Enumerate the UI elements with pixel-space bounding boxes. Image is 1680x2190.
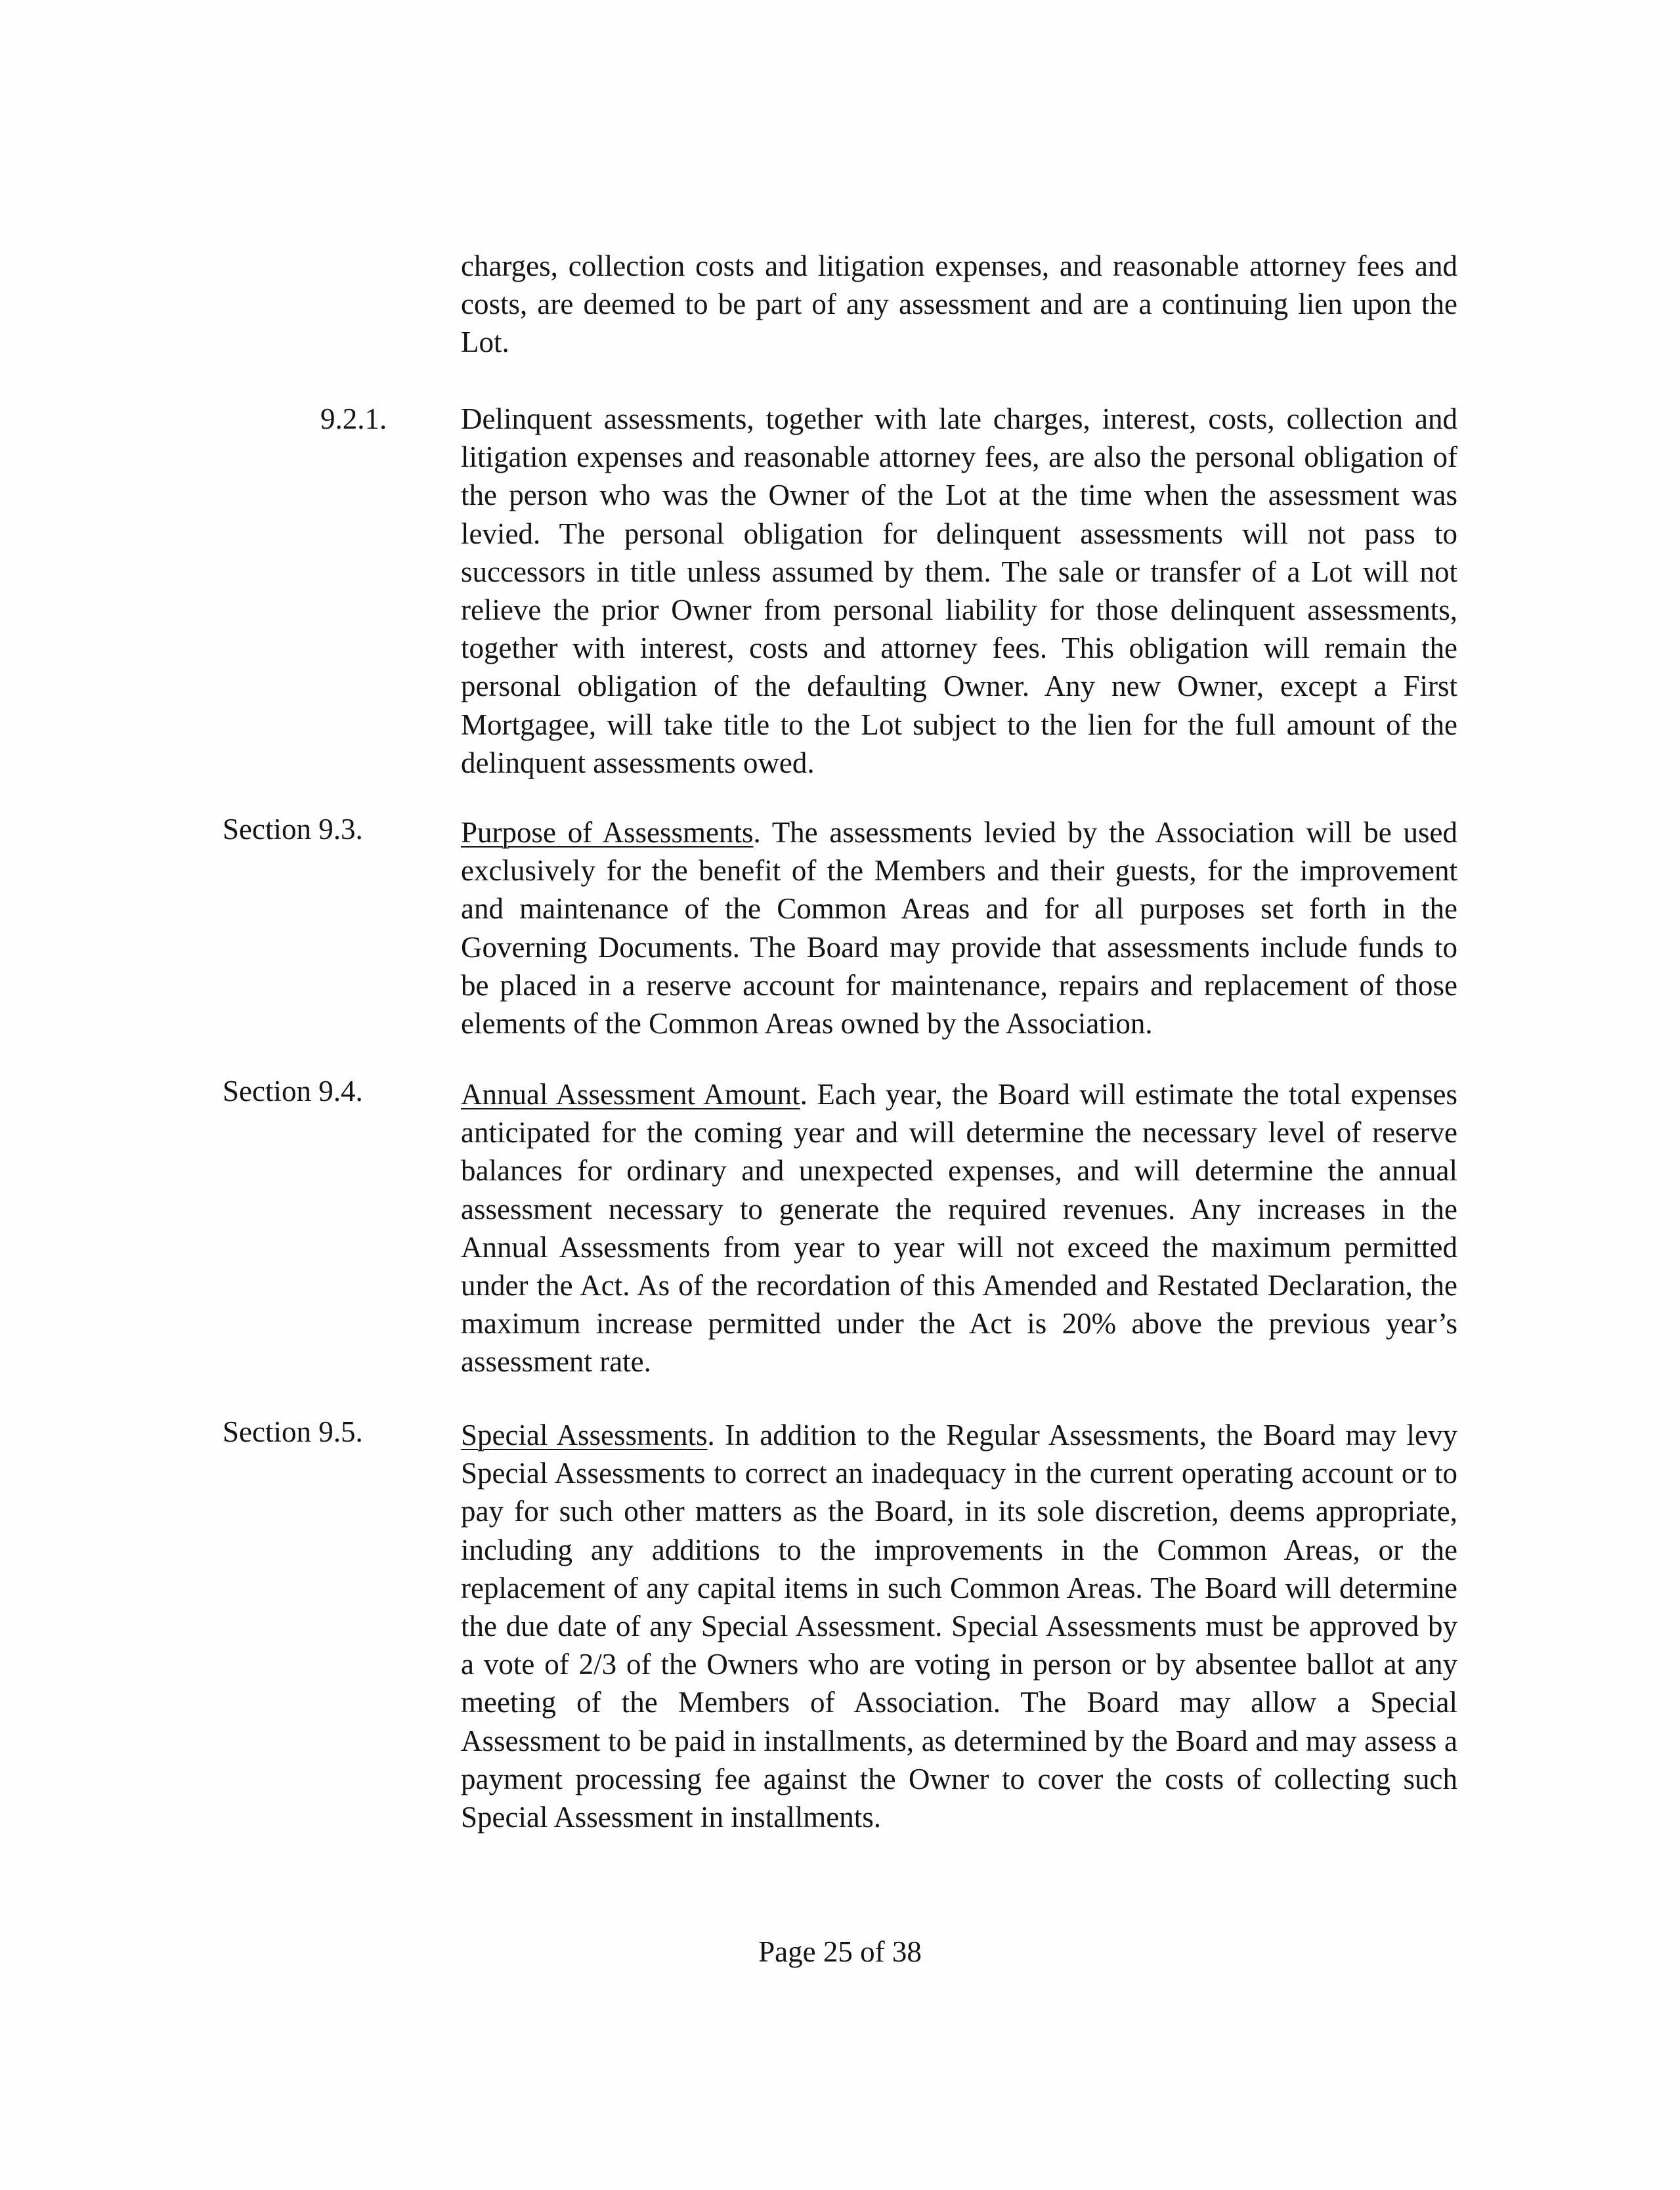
section-heading-special-assessments: Special Assessments [461,1419,708,1451]
section-label-9-5: Section 9.5. [223,1415,363,1448]
section-9-4-text: . Each year, the Board will estimate the total expenses anticipated for the coming year and will determine the necessary level of reserve balances for ordinary and unexpected expenses, and will determine the annual assessment necessary to generate the required revenues. Any increases in the Annual Assessments from year to year will not exceed the maximum permitted under the Act. As of the recordation of this Amended and Restated Declaration, the maximum increase permitted under the Act is 20% above the previous year’s assessment rate. [461,1078,1457,1379]
subsection-9-2-1-text: Delinquent assessments, together with late charges, interest, costs, collection and litigation expenses and reasonable attorney fees, are also the personal obligation of the person who was the Owner of the Lot at the time when the assessment was levied. The personal obligation for delinquent assessments will not pass to successors in title unless assumed by them. The sale or transfer of a Lot will not relieve the prior Owner from personal liability for those delinquent assessments, together with interest, costs and attorney fees. This obligation will remain the personal obligation of the defaulting Owner. Any new Owner, except a First Mortgagee, will take title to the Lot subject to the lien for the full amount of the delinquent assessments owed. [461,402,1457,779]
section-9-5-text: . In addition to the Regular Assessments, the Board may levy Special Assessments to correct an inadequacy in the current operating account or to pay for such other matters as the Board, in its sole discretion, deems appropriate, including any additions to the improvements in the Common Areas, or the replacement of any capital items in such Common Areas. The Board will determine the due date of any Special Assessment. Special Assessments must be approved by a vote of 2/3 of the Owners who are voting in person or by absentee ballot at any meeting of the Members of Association. The Board may allow a Special Assessment to be paid in installments, as determined by the Board and may assess a payment processing fee against the Owner to cover the costs of collecting such Special Assessment in installments. [461,1419,1457,1834]
section-9-3-text: . The assessments levied by the Association will be used exclusively for the benefit of the Members and their guests, for the improvement and maintenance of the Common Areas and for all purposes set forth in the Governing Documents. The Board may provide that assessments include funds to be placed in a reserve account for maintenance, repairs and replacement of those elements of the Common Areas owned by the Association. [461,816,1457,1041]
section-9-4-paragraph [461,1075,1457,1381]
page-number-footer: Page 25 of 38 [758,1935,922,1968]
section-heading-purpose-of-assessments: Purpose of Assessments [461,816,754,849]
subsection-number-9-2-1: 9.2.1. [320,402,387,435]
section-9-3-paragraph [461,813,1457,1042]
section-label-9-3: Section 9.3. [223,813,363,846]
continuation-paragraph: charges, collection costs and litigation expenses, and reasonable attorney fees and costs, are deemed to be part of any assessment and are a continuing lien upon the Lot. [461,249,1457,359]
section-label-9-4: Section 9.4. [223,1075,363,1107]
section-9-5-paragraph [461,1416,1457,1836]
section-heading-annual-assessment-amount: Annual Assessment Amount [461,1078,800,1111]
